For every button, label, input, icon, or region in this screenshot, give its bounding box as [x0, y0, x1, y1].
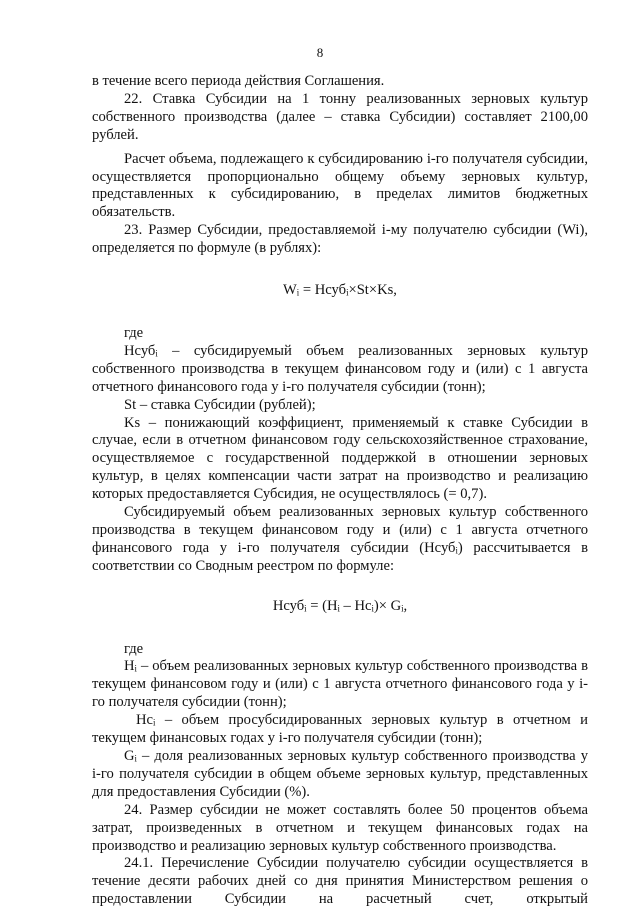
- definition-nsub: Нсубᵢ – субсидируемый объем реализованных зерновых культур собственного производства в текущем финансовом году и (или) с 1 августа отчетного финансового года у i-го получателя субсидии (тонн);: [92, 342, 588, 395]
- definition-ks: Ks – понижающий коэффициент, применяемый к ставке Субсидии в случае, если в отчетном финансовом году сельскохозяйственное страхование, осуществляемое с государственной поддержкой в отношении зерновых культур, в целях компенсации части затрат на производство и реализацию которых предоставляется Субсидия, не осуществлялось (= 0,7).: [92, 414, 588, 503]
- paragraph-calculation: Расчет объема, подлежащего к субсидированию i-го получателя субсидии, осуществляется пропорционально общему объему зерновых культур, представленных к субсидированию, в пределах лимитов бюджетных обязательств.: [92, 150, 588, 221]
- definition-h: Нᵢ – объем реализованных зерновых культур собственного производства в текущем финансовом году и (или) с 1 августа отчетного финансового года у i-го получателя субсидии (тонн);: [92, 658, 588, 711]
- paragraph-24-1: 24.1. Перечисление Субсидии получателю субсидии осуществляется в течение десяти рабочих дней со дня принятия Министерством решения о предоставлении Субсидии на расчетный счет, открытый: [92, 855, 588, 908]
- document-body: [92, 73, 588, 909]
- paragraph-22: 22. Ставка Субсидии на 1 тонну реализованных зерновых культур собственного производства (далее – ставка Субсидии) составляет 2100,00 рублей.: [92, 90, 588, 143]
- where-label-1: где: [124, 324, 144, 341]
- formula-subsidized-volume: Нсубᵢ = (Нᵢ – Нсᵢ)× Gᵢ,: [272, 597, 408, 614]
- paragraph-continuation: в течение всего периода действия Соглашения.: [92, 73, 385, 89]
- definition-st: St – ставка Субсидии (рублей);: [124, 396, 316, 413]
- definition-g: Gᵢ – доля реализованных зерновых культур собственного производства у i-го получателя субсидии в общем объеме зерновых культур, представленных для предоставления Субсидии (%).: [92, 748, 588, 800]
- page-number: 8: [316, 45, 324, 60]
- formula-subsidy-amount: Wᵢ = Нсубᵢ×St×Ks,: [283, 282, 397, 299]
- paragraph-24: 24. Размер субсидии не может составлять более 50 процентов объема затрат, произведенных в отчетном и текущем финансовых годах на производство и реализацию зерновых культур собственного производства.: [92, 801, 588, 854]
- paragraph-subsidized-volume: Субсидируемый объем реализованных зерновых культур собственного производства в текущем финансовом году и (или) с 1 августа отчетного финансового года у i-го получателя субсидии (Нсубᵢ) рассчитывается в соответствии со Сводным реестром по формуле:: [92, 504, 588, 574]
- definition-hc: Нсᵢ – объем просубсидированных зерновых культур в отчетном и текущем финансовых годах у i-го получателя субсидии (тонн);: [92, 712, 588, 747]
- where-label-2: где: [124, 640, 144, 657]
- paragraph-23: 23. Размер Субсидии, предоставляемой i-му получателю субсидии (Wi), определяется по формуле (в рублях):: [92, 222, 588, 257]
